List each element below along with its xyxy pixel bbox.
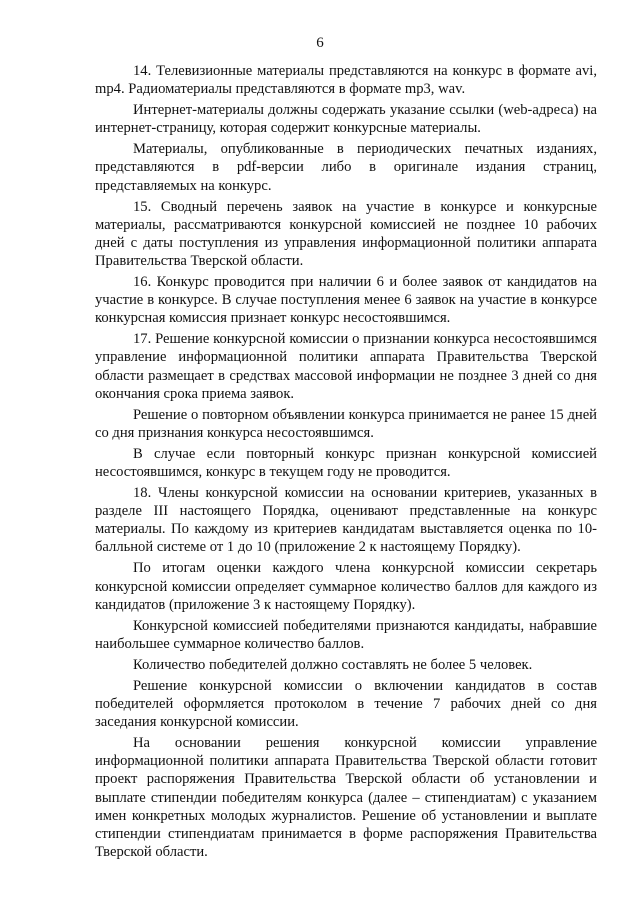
paragraph-18: 18. Члены конкурсной комиссии на основании критериев, указанных в разделе III настоящего Порядка, оценивают представленные на конкурс материалы. По каждому из критериев кандидатам выставляется оценка по 10-балльной системе от 1 до 10 (приложение 2 к настоящему Порядку). <box>95 485 597 556</box>
paragraph-15: 15. Сводный перечень заявок на участие в конкурсе и конкурсные материалы, рассматриваются конкурсной комиссией не позднее 10 рабочих дней с даты поступления из управления информационной политики аппарата Правительства Тверской области. <box>95 198 597 269</box>
paragraph-16: 16. Конкурс проводится при наличии 6 и более заявок от кандидатов на участие в конкурсе. В случае поступления менее 6 заявок на участие в конкурсе конкурсная комиссия признает конкурс несостоявшимся. <box>95 274 597 327</box>
paragraph-score-totals: По итогам оценки каждого члена конкурсной комиссии секретарь конкурсной комиссии определяет суммарное количество баллов для каждого из кандидатов (приложение 3 к настоящему Порядку). <box>95 560 597 613</box>
paragraph-protocol: Решение конкурсной комиссии о включении кандидатов в состав победителей оформляется протоколом в течение 7 рабочих дней со дня заседания конкурсной комиссии. <box>95 678 597 731</box>
document-body <box>95 62 597 864</box>
paragraph-internet-materials: Интернет-материалы должны содержать указание ссылки (web-адреса) на интернет-страницу, которая содержит конкурсные материалы. <box>95 102 597 137</box>
paragraph-order: На основании решения конкурсной комиссии управление информационной политики аппарата Правительства Тверской области готовит проект распоряжения Правительства Тверской области об установлении и выплате стипендии победителям конкурса (далее – стипендиатам) с указанием имен конкретных молодых журналистов. Решение об установлении и выплате стипендии стипендиатам принимается в форме распоряжения Правительства Тверской области. <box>95 735 597 860</box>
paragraph-winners: Конкурсной комиссией победителями признаются кандидаты, набравшие наибольшее суммарное количество баллов. <box>95 617 597 652</box>
paragraph-print-materials: Материалы, опубликованные в периодических печатных изданиях, представляются в pdf-версии либо в оригинале издания страниц, представляемых на конкурс. <box>95 141 597 194</box>
paragraph-repeat-announcement: Решение о повторном объявлении конкурса принимается не ранее 15 дней со дня признания конкурса несостоявшимся. <box>95 406 597 441</box>
paragraph-repeat-failed: В случае если повторный конкурс признан конкурсной комиссией несостоявшимся, конкурс в текущем году не проводится. <box>95 445 597 480</box>
paragraph-winner-count: Количество победителей должно составлять не более 5 человек. <box>133 656 533 673</box>
paragraph-14: 14. Телевизионные материалы представляются на конкурс в формате avi, mp4. Радиоматериалы представляются в формате mp3, wav. <box>95 63 597 98</box>
paragraph-17: 17. Решение конкурсной комиссии о признании конкурса несостоявшимся управление информационной политики аппарата Правительства Тверской области размещает в средствах массовой информации не позднее 3 дней со дня окончания срока приема заявок. <box>95 331 597 402</box>
page-number: 6 <box>316 35 324 51</box>
